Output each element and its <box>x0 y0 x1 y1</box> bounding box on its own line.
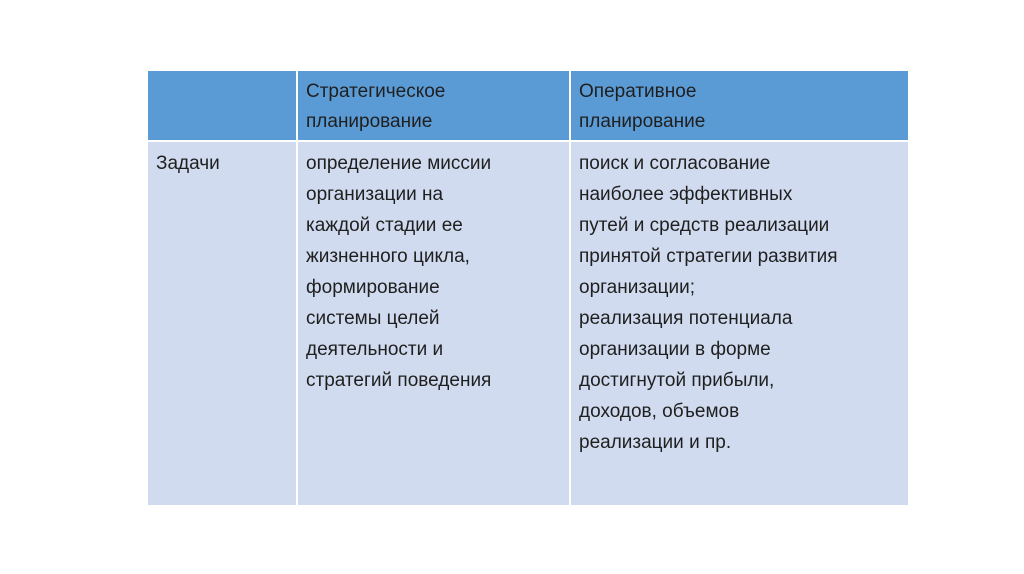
header-operational-text: Оперативное планирование <box>579 81 706 132</box>
table-row <box>148 141 908 505</box>
strategic-text: определение миссии организации на каждой стадии ее жизненного цикла, формирование системы целей деятельности и стратегий поведения <box>306 153 492 391</box>
strategic-cell <box>297 141 570 505</box>
header-cell-strategic <box>297 71 570 141</box>
operational-text: поиск и согласование наиболее эффективных путей и средств реализации принятой стратегии развития организации; реализация потенциала организации в форме достигнутой прибыли, доходов, объемов реализации и пр. <box>579 153 838 453</box>
header-cell-empty <box>148 71 297 141</box>
table-header-row <box>148 71 908 141</box>
comparison-table <box>148 71 908 505</box>
header-strategic-text: Стратегическое планирование <box>306 81 446 132</box>
row-label-cell <box>148 141 297 505</box>
header-cell-operational <box>570 71 908 141</box>
operational-cell <box>570 141 908 505</box>
row-label-text: Задачи <box>156 153 220 174</box>
